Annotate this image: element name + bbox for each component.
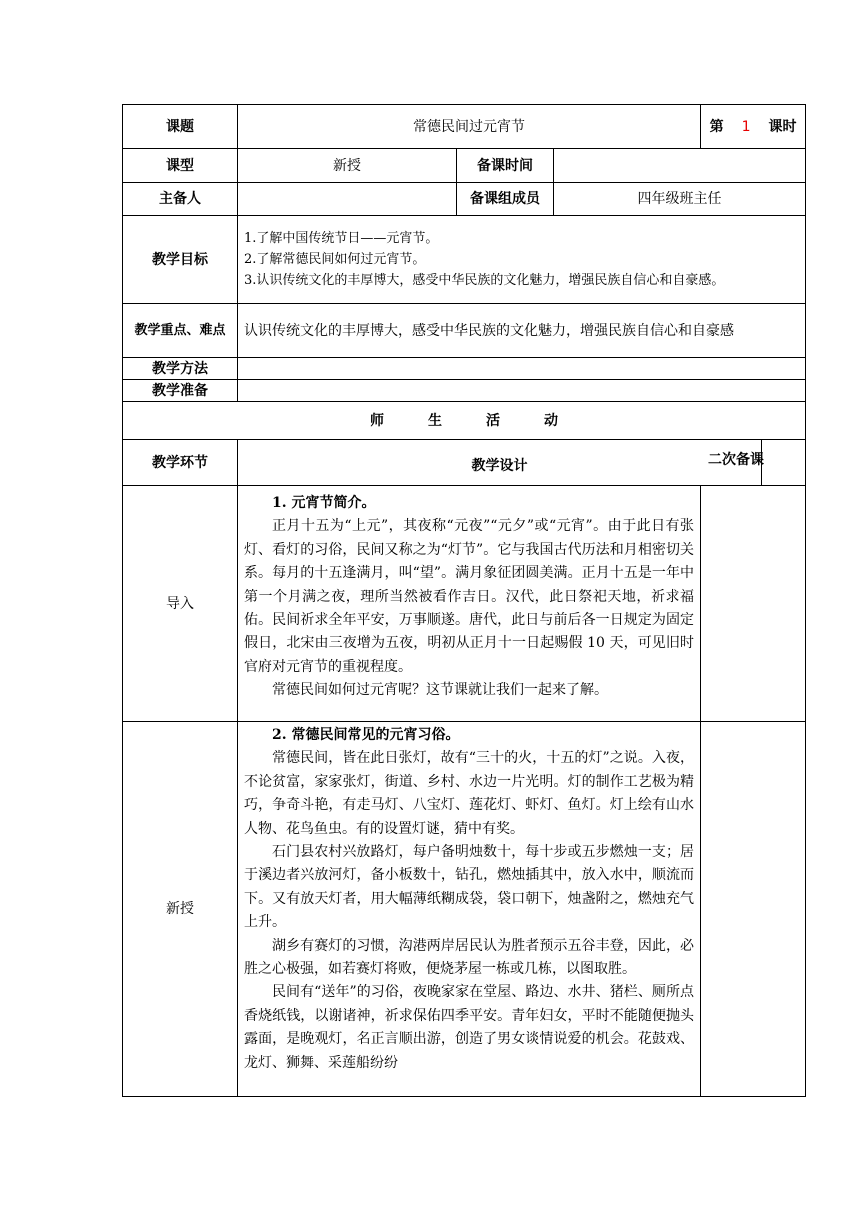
topic-value: 常德民间过元宵节 — [238, 105, 701, 149]
type-value: 新授 — [238, 149, 457, 183]
goals-list — [238, 216, 806, 304]
activity-title-row — [123, 402, 806, 440]
prep-time-label: 备课时间 — [457, 149, 554, 183]
new-row — [123, 722, 806, 1097]
type-label: 课型 — [123, 149, 238, 183]
lead-value — [238, 183, 457, 216]
goals-row — [123, 216, 806, 304]
group-label: 备课组成员 — [457, 183, 554, 216]
group-value: 四年级班主任 — [554, 183, 806, 216]
lesson-number: 1 — [741, 118, 751, 135]
intro-content — [238, 486, 701, 722]
design-column-header: 教学设计 — [238, 440, 762, 486]
prep-value — [238, 380, 806, 402]
method-label: 教学方法 — [123, 358, 238, 380]
activity-char-4: 动 — [544, 412, 559, 429]
prep-time-value — [554, 149, 806, 183]
second-prep-column-header — [708, 440, 806, 486]
new-paragraph-1: 常德民间，皆在此日张灯，故有“三十的火，十五的灯”之说。入夜，不论贫富，家家张灯，街道、乡村、水边一片光明。灯的制作工艺极为精巧，争奇斗艳，有走马灯、八宝灯、莲花灯、虾灯、鱼灯。灯上绘有山水人物、花鸟鱼虫。有的设置灯谜，猜中有奖。 — [244, 750, 695, 837]
method-value — [238, 358, 806, 380]
activity-char-1: 师 — [370, 412, 385, 429]
new-heading: 2. 常德民间常见的元宵习俗。 — [272, 727, 460, 743]
goal-item-3: 3.认识传统文化的丰厚博大，感受中华民族的文化魅力，增强民族自信心和自豪感。 — [244, 273, 725, 288]
lesson-suffix: 课时 — [768, 118, 797, 135]
type-row — [123, 149, 806, 183]
intro-second-prep — [701, 486, 806, 722]
new-stage: 新授 — [123, 722, 238, 1097]
intro-stage: 导入 — [123, 486, 238, 722]
intro-paragraph-2: 常德民间如何过元宵呢？这节课就让我们一起来了解。 — [272, 682, 608, 699]
focus-row — [123, 304, 806, 358]
lesson-plan-table — [122, 104, 806, 1097]
prep-label: 教学准备 — [123, 380, 238, 402]
goal-item-1: 1.了解中国传统节日——元宵节。 — [244, 231, 439, 246]
new-paragraph-3: 湖乡有赛灯的习惯，沟港两岸居民认为胜者预示五谷丰登，因此，必胜之心极强，如若赛灯将败，便烧茅屋一栋或几栋，以图取胜。 — [244, 937, 695, 978]
focus-label: 教学重点、难点 — [123, 304, 238, 358]
topic-row — [123, 105, 806, 149]
columns-row — [123, 440, 806, 486]
activity-char-3: 活 — [486, 412, 501, 429]
prep-row — [123, 380, 806, 402]
new-paragraph-2: 石门县农村兴放路灯，每户备明烛数十，每十步或五步燃烛一支；居于溪边者兴放河灯，备小板数十，钻孔，燃烛插其中，放入水中，顺流而下。又有放天灯者，用大幅薄纸糊成袋，袋口朝下，烛盏附之，燃烛充气上升。 — [244, 844, 695, 931]
activity-title — [123, 402, 806, 440]
second-prep-label: 二次备课 — [708, 452, 765, 468]
lesson-number-cell — [701, 105, 806, 149]
stage-column-header: 教学环节 — [123, 440, 238, 486]
new-content — [238, 722, 701, 1097]
focus-value: 认识传统文化的丰厚博大，感受中华民族的文化魅力，增强民族自信心和自豪感 — [238, 304, 806, 358]
intro-row — [123, 486, 806, 722]
lead-label: 主备人 — [123, 183, 238, 216]
intro-paragraph-1: 正月十五为“上元”，其夜称“元夜”“元夕”或“元宵”。由于此日有张灯、看灯的习俗，民间又称之为“灯节”。它与我国古代历法和月相密切关系。每月的十五逢满月，叫“望”。满月象征团圆美满。正月十五是一年中第一个月满之夜，理所当然被看作吉日。汉代，此日祭祀天地，祈求福佑。民间祈求全年平安，万事顺遂。唐代，此日与前后各一日规定为固定假日，北宋由三夜增为五夜，明初从正月十一日起赐假 10 天，可见旧时官府对元宵节的重视程度。 — [244, 518, 695, 675]
topic-label: 课题 — [123, 105, 238, 149]
new-paragraph-4: 民间有“送年”的习俗，夜晚家家在堂屋、路边、水井、猪栏、厕所点香烧纸钱，以谢诸神，祈求保佑四季平安。青年妇女，平时不能随便抛头露面，是晚观灯，名正言顺出游，创造了男女谈情说爱的机会。花鼓戏、龙灯、狮舞、采莲船纷纷 — [244, 984, 695, 1071]
activity-char-2: 生 — [428, 412, 443, 429]
goals-label: 教学目标 — [123, 216, 238, 304]
new-second-prep — [701, 722, 806, 1097]
intro-heading: 1. 元宵节简介。 — [272, 495, 376, 511]
method-row — [123, 358, 806, 380]
lead-row — [123, 183, 806, 216]
goal-item-2: 2.了解常德民间如何过元宵节。 — [244, 252, 426, 267]
lesson-prefix: 第 — [709, 118, 724, 135]
